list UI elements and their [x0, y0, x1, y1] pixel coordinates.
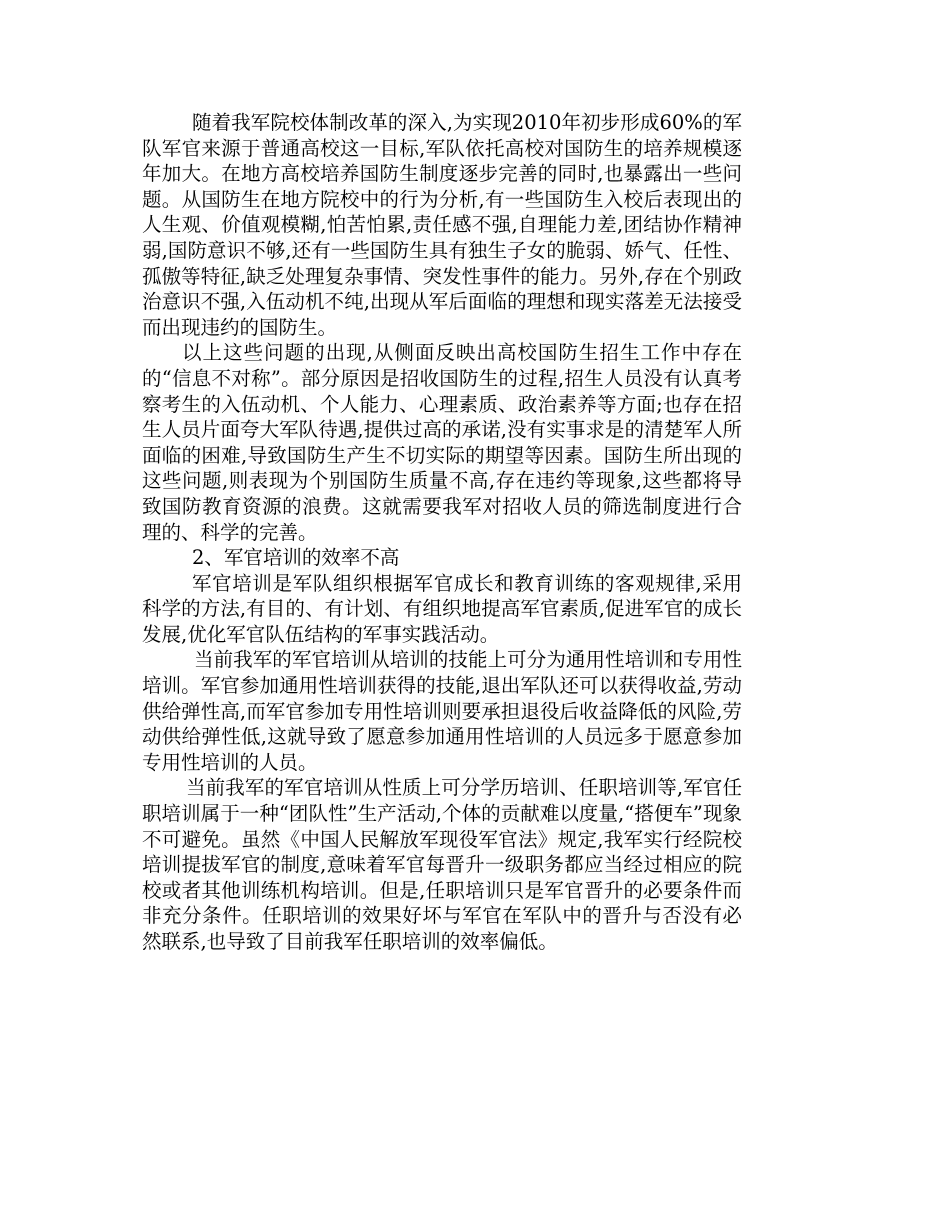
- paragraph-4: 当前我军的军官培训从培训的技能上可分为通用性培训和专用性培训。军官参加通用性培训获得的技能,退出军队还可以获得收益,劳动供给弹性高,而军官参加专用性培训则要承担退役后收益降低的风险,劳动供给弹性低,这就导致了愿意参加通用性培训的人员远多于愿意参加专用性培训的人员。: [142, 648, 742, 774]
- paragraph-3: 军官培训是军队组织根据军官成长和教育训练的客观规律,采用科学的方法,有目的、有计划、有组织地提高军官素质,促进军官的成长发展,优化军官队伍结构的军事实践活动。: [142, 571, 742, 646]
- paragraph-2: 以上这些问题的出现,从侧面反映出高校国防生招生工作中存在的“信息不对称”。部分原因是招收国防生的过程,招生人员没有认真考察考生的入伍动机、个人能力、心理素质、政治素养等方面;也存在招生人员片面夸大军队待遇,提供过高的承诺,没有实事求是的清楚军人所面临的困难,导致国防生产生不切实际的期望等因素。国防生所出现的这些问题,则表现为个别国防生质量不高,存在违约等现象,这些都将导致国防教育资源的浪费。这就需要我军对招收人员的筛选制度进行合理的、科学的完善。: [142, 341, 742, 544]
- section-heading: 2、军官培训的效率不高: [192, 546, 400, 570]
- paragraph-1: 随着我军院校体制改革的深入,为实现2010年初步形成60%的军队军官来源于普通高校这一目标,军队依托高校对国防生的培养规模逐年加大。在地方高校培养国防生制度逐步完善的同时,也暴露出一些问题。从国防生在地方院校中的行为分析,有一些国防生入校后表现出的人生观、价值观模糊,怕苦怕累,责任感不强,自理能力差,团结协作精神弱,国防意识不够,还有一些国防生具有独生子女的脆弱、娇气、任性、孤傲等特征,缺乏处理复杂事情、突发性事件的能力。另外,存在个别政治意识不强,入伍动机不纯,出现从军后面临的理想和现实落差无法接受而出现违约的国防生。: [142, 111, 742, 339]
- paragraph-5: 当前我军的军官培训从性质上可分学历培训、任职培训等,军官任职培训属于一种“团队性”生产活动,个体的贡献难以度量,“搭便车”现象不可避免。虽然《中国人民解放军现役军官法》规定,我军实行经院校培训提拔军官的制度,意味着军官每晋升一级职务都应当经过相应的院校或者其他训练机构培训。但是,任职培训只是军官晋升的必要条件而非充分条件。任职培训的效果好坏与军官在军队中的晋升与否没有必然联系,也导致了目前我军任职培训的效率偏低。: [142, 776, 742, 953]
- document-page: [142, 110, 742, 955]
